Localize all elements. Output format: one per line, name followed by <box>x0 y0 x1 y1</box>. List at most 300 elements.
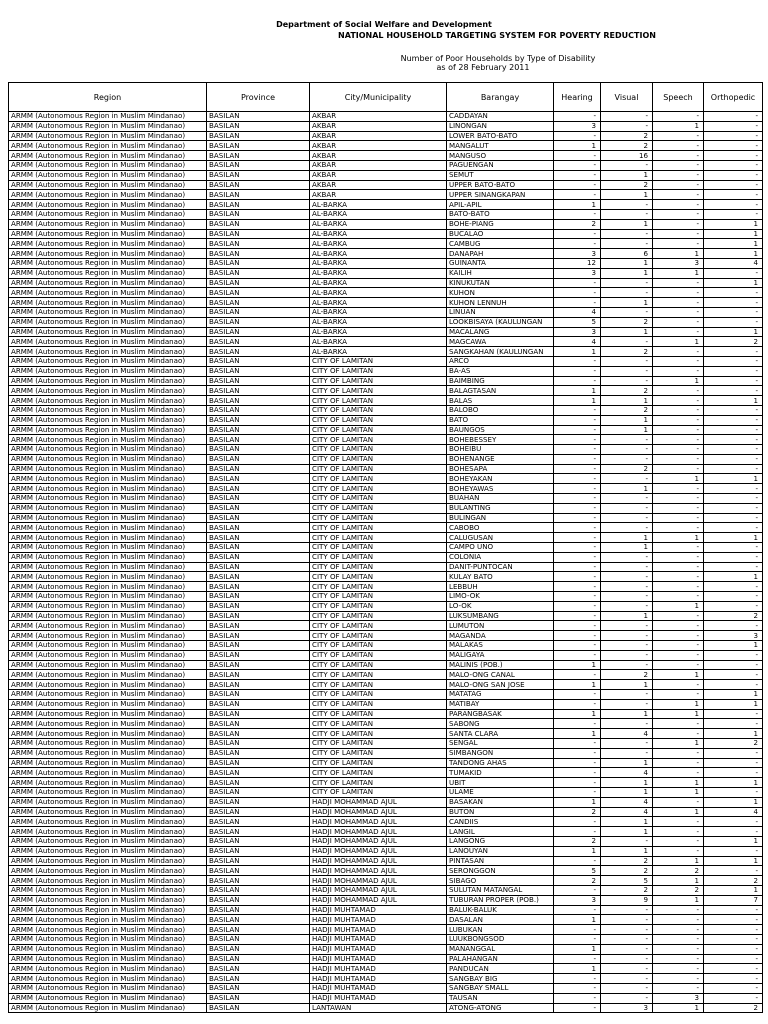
report-title: Number of Poor Households by Type of Disability <box>400 54 596 63</box>
cell-hearing: - <box>554 562 601 572</box>
cell-region: ARMM (Autonomous Region in Muslim Mindanao) <box>9 170 207 180</box>
cell-region: ARMM (Autonomous Region in Muslim Mindanao) <box>9 258 207 268</box>
cell-orthopedic: 1 <box>704 797 763 807</box>
cell-visual: - <box>601 356 653 366</box>
cell-city: HADJI MUHTAMAD <box>310 954 447 964</box>
col-header-orthopedic: Orthopedic <box>704 83 763 112</box>
cell-province: BASILAN <box>207 709 310 719</box>
cell-city: CITY OF LAMITAN <box>310 631 447 641</box>
cell-city: CITY OF LAMITAN <box>310 641 447 651</box>
cell-orthopedic: - <box>704 298 763 308</box>
cell-city: AL-BARKA <box>310 239 447 249</box>
cell-province: BASILAN <box>207 474 310 484</box>
cell-region: ARMM (Autonomous Region in Muslim Mindanao) <box>9 768 207 778</box>
cell-visual: - <box>601 376 653 386</box>
cell-city: HADJI MUHTAMAD <box>310 964 447 974</box>
cell-speech: - <box>653 131 704 141</box>
cell-city: HADJI MOHAMMAD AJUL <box>310 797 447 807</box>
cell-visual: - <box>601 739 653 749</box>
cell-hearing: - <box>554 376 601 386</box>
cell-speech: - <box>653 748 704 758</box>
cell-province: BASILAN <box>207 513 310 523</box>
cell-hearing: - <box>554 503 601 513</box>
cell-city: CITY OF LAMITAN <box>310 425 447 435</box>
cell-region: ARMM (Autonomous Region in Muslim Mindanao) <box>9 582 207 592</box>
cell-city: HADJI MOHAMMAD AJUL <box>310 807 447 817</box>
cell-region: ARMM (Autonomous Region in Muslim Mindanao) <box>9 523 207 533</box>
cell-hearing: - <box>554 484 601 494</box>
cell-province: BASILAN <box>207 778 310 788</box>
cell-region: ARMM (Autonomous Region in Muslim Mindanao) <box>9 846 207 856</box>
cell-hearing: - <box>554 641 601 651</box>
cell-barangay: MALO-ONG SAN JOSE <box>447 680 554 690</box>
table-row <box>9 356 763 366</box>
cell-barangay: GUINANTA <box>447 258 554 268</box>
table-row <box>9 513 763 523</box>
cell-orthopedic: - <box>704 464 763 474</box>
cell-barangay: MATIBAY <box>447 699 554 709</box>
cell-orthopedic: - <box>704 190 763 200</box>
cell-city: HADJI MUHTAMAD <box>310 974 447 984</box>
cell-province: BASILAN <box>207 435 310 445</box>
cell-province: BASILAN <box>207 239 310 249</box>
cell-speech: - <box>653 846 704 856</box>
cell-city: CITY OF LAMITAN <box>310 552 447 562</box>
table-row <box>9 660 763 670</box>
cell-barangay: ULAME <box>447 787 554 797</box>
cell-barangay: COLONIA <box>447 552 554 562</box>
cell-province: BASILAN <box>207 729 310 739</box>
cell-orthopedic: 4 <box>704 807 763 817</box>
cell-visual: - <box>601 572 653 582</box>
cell-province: BASILAN <box>207 582 310 592</box>
cell-region: ARMM (Autonomous Region in Muslim Mindanao) <box>9 366 207 376</box>
cell-visual: 2 <box>601 317 653 327</box>
cell-province: BASILAN <box>207 288 310 298</box>
table-row <box>9 592 763 602</box>
cell-barangay: TUBURAN PROPER (POB.) <box>447 895 554 905</box>
cell-region: ARMM (Autonomous Region in Muslim Mindanao) <box>9 817 207 827</box>
table-row <box>9 386 763 396</box>
cell-province: BASILAN <box>207 856 310 866</box>
cell-hearing: 3 <box>554 327 601 337</box>
cell-province: BASILAN <box>207 866 310 876</box>
cell-speech: - <box>653 298 704 308</box>
cell-region: ARMM (Autonomous Region in Muslim Mindanao) <box>9 709 207 719</box>
cell-province: BASILAN <box>207 699 310 709</box>
cell-visual: 1 <box>601 680 653 690</box>
cell-barangay: PINTASAN <box>447 856 554 866</box>
cell-orthopedic: - <box>704 787 763 797</box>
cell-orthopedic: - <box>704 160 763 170</box>
cell-province: BASILAN <box>207 543 310 553</box>
cell-barangay: DASALAN <box>447 915 554 925</box>
cell-speech: 2 <box>653 885 704 895</box>
cell-province: BASILAN <box>207 131 310 141</box>
cell-region: ARMM (Autonomous Region in Muslim Mindanao) <box>9 866 207 876</box>
col-header-city: City/Municipality <box>310 83 447 112</box>
cell-region: ARMM (Autonomous Region in Muslim Mindanao) <box>9 827 207 837</box>
cell-speech: 1 <box>653 601 704 611</box>
cell-barangay: LINUAN <box>447 307 554 317</box>
cell-orthopedic: - <box>704 983 763 993</box>
cell-hearing: 1 <box>554 660 601 670</box>
cell-hearing: - <box>554 523 601 533</box>
cell-hearing: - <box>554 778 601 788</box>
cell-orthopedic: - <box>704 435 763 445</box>
cell-city: CITY OF LAMITAN <box>310 366 447 376</box>
table-row <box>9 552 763 562</box>
cell-visual: 1 <box>601 484 653 494</box>
cell-visual: - <box>601 954 653 964</box>
cell-hearing: - <box>554 787 601 797</box>
cell-visual: - <box>601 288 653 298</box>
cell-province: BASILAN <box>207 484 310 494</box>
cell-orthopedic: - <box>704 121 763 131</box>
table-row <box>9 748 763 758</box>
cell-visual: 1 <box>601 709 653 719</box>
cell-speech: - <box>653 758 704 768</box>
cell-hearing: 1 <box>554 141 601 151</box>
cell-speech: 1 <box>653 474 704 484</box>
cell-orthopedic: - <box>704 513 763 523</box>
table-row <box>9 170 763 180</box>
table-row <box>9 680 763 690</box>
cell-barangay: MANGALUT <box>447 141 554 151</box>
cell-city: CITY OF LAMITAN <box>310 768 447 778</box>
cell-barangay: MALIGAYA <box>447 650 554 660</box>
table-row <box>9 425 763 435</box>
cell-region: ARMM (Autonomous Region in Muslim Mindanao) <box>9 572 207 582</box>
cell-visual: 6 <box>601 249 653 259</box>
cell-speech: - <box>653 239 704 249</box>
cell-province: BASILAN <box>207 925 310 935</box>
cell-hearing: - <box>554 817 601 827</box>
cell-visual: - <box>601 964 653 974</box>
cell-city: CITY OF LAMITAN <box>310 562 447 572</box>
cell-visual: 1 <box>601 190 653 200</box>
cell-hearing: 1 <box>554 797 601 807</box>
cell-speech: - <box>653 915 704 925</box>
cell-barangay: BALAS <box>447 396 554 406</box>
table-row <box>9 474 763 484</box>
table-row <box>9 562 763 572</box>
cell-orthopedic: - <box>704 405 763 415</box>
cell-speech: 1 <box>653 121 704 131</box>
cell-barangay: SANGBAY SMALL <box>447 983 554 993</box>
cell-orthopedic: - <box>704 660 763 670</box>
cell-orthopedic: - <box>704 386 763 396</box>
cell-hearing: - <box>554 543 601 553</box>
cell-region: ARMM (Autonomous Region in Muslim Mindanao) <box>9 396 207 406</box>
cell-speech: 1 <box>653 856 704 866</box>
cell-speech: - <box>653 817 704 827</box>
cell-city: AKBAR <box>310 112 447 122</box>
cell-barangay: BAUNGOS <box>447 425 554 435</box>
cell-province: BASILAN <box>207 160 310 170</box>
table-row <box>9 895 763 905</box>
cell-city: CITY OF LAMITAN <box>310 680 447 690</box>
cell-hearing: 2 <box>554 836 601 846</box>
cell-orthopedic: 1 <box>704 572 763 582</box>
table-row <box>9 200 763 210</box>
cell-region: ARMM (Autonomous Region in Muslim Mindanao) <box>9 112 207 122</box>
cell-speech: - <box>653 582 704 592</box>
cell-hearing: 4 <box>554 337 601 347</box>
cell-province: BASILAN <box>207 934 310 944</box>
cell-barangay: CABOBO <box>447 523 554 533</box>
table-row <box>9 582 763 592</box>
cell-region: ARMM (Autonomous Region in Muslim Mindanao) <box>9 454 207 464</box>
cell-visual: 1 <box>601 787 653 797</box>
cell-hearing: - <box>554 631 601 641</box>
cell-orthopedic: - <box>704 317 763 327</box>
cell-region: ARMM (Autonomous Region in Muslim Mindanao) <box>9 190 207 200</box>
cell-barangay: BUCALAO <box>447 229 554 239</box>
table-row <box>9 885 763 895</box>
cell-speech: - <box>653 180 704 190</box>
cell-barangay: BUAHAN <box>447 494 554 504</box>
cell-region: ARMM (Autonomous Region in Muslim Mindanao) <box>9 974 207 984</box>
cell-orthopedic: 7 <box>704 895 763 905</box>
cell-region: ARMM (Autonomous Region in Muslim Mindanao) <box>9 787 207 797</box>
cell-city: AL-BARKA <box>310 268 447 278</box>
cell-hearing: 1 <box>554 915 601 925</box>
cell-region: ARMM (Autonomous Region in Muslim Mindanao) <box>9 160 207 170</box>
cell-visual: 1 <box>601 846 653 856</box>
table-row <box>9 934 763 944</box>
table-row <box>9 856 763 866</box>
cell-region: ARMM (Autonomous Region in Muslim Mindanao) <box>9 219 207 229</box>
cell-province: BASILAN <box>207 670 310 680</box>
cell-hearing: - <box>554 435 601 445</box>
cell-visual: 4 <box>601 768 653 778</box>
cell-visual: - <box>601 699 653 709</box>
cell-visual: - <box>601 621 653 631</box>
table-row <box>9 131 763 141</box>
table-row <box>9 690 763 700</box>
cell-visual: 2 <box>601 866 653 876</box>
table-row <box>9 298 763 308</box>
cell-city: CITY OF LAMITAN <box>310 582 447 592</box>
cell-visual: - <box>601 494 653 504</box>
cell-region: ARMM (Autonomous Region in Muslim Mindanao) <box>9 121 207 131</box>
cell-barangay: SEMUT <box>447 170 554 180</box>
cell-province: BASILAN <box>207 396 310 406</box>
cell-orthopedic: - <box>704 415 763 425</box>
table-row <box>9 112 763 122</box>
cell-barangay: BULANTING <box>447 503 554 513</box>
cell-orthopedic: - <box>704 141 763 151</box>
cell-orthopedic: - <box>704 748 763 758</box>
cell-visual: - <box>601 974 653 984</box>
cell-barangay: MALO-ONG CANAL <box>447 670 554 680</box>
cell-speech: - <box>653 503 704 513</box>
cell-barangay: BOHE-PIANG <box>447 219 554 229</box>
cell-speech: 1 <box>653 1003 704 1013</box>
cell-barangay: BOHEYAWAS <box>447 484 554 494</box>
cell-barangay: MAGCAWA <box>447 337 554 347</box>
cell-province: BASILAN <box>207 611 310 621</box>
cell-barangay: KUHON LENNUH <box>447 298 554 308</box>
cell-city: CITY OF LAMITAN <box>310 405 447 415</box>
cell-speech: - <box>653 435 704 445</box>
cell-province: BASILAN <box>207 993 310 1003</box>
cell-visual: 1 <box>601 425 653 435</box>
cell-city: AL-BARKA <box>310 337 447 347</box>
cell-city: CITY OF LAMITAN <box>310 464 447 474</box>
cell-speech: - <box>653 229 704 239</box>
cell-hearing: - <box>554 1003 601 1013</box>
cell-speech: - <box>653 592 704 602</box>
cell-city: AL-BARKA <box>310 278 447 288</box>
cell-orthopedic: 2 <box>704 876 763 886</box>
cell-speech: - <box>653 690 704 700</box>
cell-province: BASILAN <box>207 601 310 611</box>
cell-province: BASILAN <box>207 170 310 180</box>
table-row <box>9 876 763 886</box>
cell-visual: - <box>601 445 653 455</box>
cell-visual: 1 <box>601 611 653 621</box>
cell-city: HADJI MOHAMMAD AJUL <box>310 827 447 837</box>
cell-barangay: LEBBUH <box>447 582 554 592</box>
cell-orthopedic: - <box>704 925 763 935</box>
cell-hearing: 1 <box>554 709 601 719</box>
cell-speech: 1 <box>653 670 704 680</box>
cell-hearing: 2 <box>554 219 601 229</box>
cell-hearing: - <box>554 670 601 680</box>
cell-orthopedic: - <box>704 356 763 366</box>
cell-hearing: - <box>554 170 601 180</box>
cell-barangay: LINONGAN <box>447 121 554 131</box>
table-row <box>9 268 763 278</box>
cell-speech: - <box>653 974 704 984</box>
cell-region: ARMM (Autonomous Region in Muslim Mindanao) <box>9 856 207 866</box>
cell-speech: - <box>653 200 704 210</box>
cell-region: ARMM (Autonomous Region in Muslim Mindanao) <box>9 543 207 553</box>
cell-city: AKBAR <box>310 141 447 151</box>
cell-visual: - <box>601 513 653 523</box>
cell-province: BASILAN <box>207 180 310 190</box>
cell-barangay: KINUKUTAN <box>447 278 554 288</box>
cell-region: ARMM (Autonomous Region in Muslim Mindanao) <box>9 386 207 396</box>
cell-city: HADJI MOHAMMAD AJUL <box>310 876 447 886</box>
table-row <box>9 670 763 680</box>
table-row <box>9 601 763 611</box>
cell-orthopedic: 2 <box>704 1003 763 1013</box>
cell-visual: - <box>601 112 653 122</box>
cell-orthopedic: - <box>704 366 763 376</box>
cell-orthopedic: - <box>704 758 763 768</box>
cell-barangay: PALAHANGAN <box>447 954 554 964</box>
table-row <box>9 533 763 543</box>
cell-barangay: SULUTAN MATANGAL <box>447 885 554 895</box>
cell-barangay: UPPER BATO-BATO <box>447 180 554 190</box>
cell-province: BASILAN <box>207 895 310 905</box>
cell-hearing: - <box>554 690 601 700</box>
cell-speech: - <box>653 719 704 729</box>
cell-orthopedic: - <box>704 562 763 572</box>
cell-city: CITY OF LAMITAN <box>310 739 447 749</box>
cell-speech: 3 <box>653 993 704 1003</box>
cell-region: ARMM (Autonomous Region in Muslim Mindanao) <box>9 445 207 455</box>
cell-speech: 1 <box>653 895 704 905</box>
cell-city: CITY OF LAMITAN <box>310 445 447 455</box>
cell-orthopedic: 1 <box>704 533 763 543</box>
cell-visual: - <box>601 690 653 700</box>
cell-barangay: LO-OK <box>447 601 554 611</box>
cell-barangay: MATATAG <box>447 690 554 700</box>
cell-speech: - <box>653 572 704 582</box>
cell-visual: - <box>601 523 653 533</box>
cell-hearing: - <box>554 827 601 837</box>
cell-orthopedic: 1 <box>704 856 763 866</box>
cell-visual: - <box>601 200 653 210</box>
cell-region: ARMM (Autonomous Region in Muslim Mindanao) <box>9 278 207 288</box>
table-row <box>9 464 763 474</box>
cell-city: CITY OF LAMITAN <box>310 386 447 396</box>
cell-province: BASILAN <box>207 464 310 474</box>
table-row <box>9 846 763 856</box>
cell-speech: - <box>653 307 704 317</box>
cell-region: ARMM (Autonomous Region in Muslim Mindanao) <box>9 484 207 494</box>
cell-visual: 4 <box>601 729 653 739</box>
table-row <box>9 288 763 298</box>
table-row <box>9 347 763 357</box>
cell-hearing: - <box>554 209 601 219</box>
cell-region: ARMM (Autonomous Region in Muslim Mindanao) <box>9 611 207 621</box>
cell-speech: - <box>653 356 704 366</box>
cell-visual: 2 <box>601 347 653 357</box>
cell-speech: - <box>653 327 704 337</box>
cell-orthopedic: 1 <box>704 778 763 788</box>
cell-barangay: TANDONG AHAS <box>447 758 554 768</box>
cell-speech: - <box>653 425 704 435</box>
cell-hearing: - <box>554 582 601 592</box>
cell-hearing: - <box>554 885 601 895</box>
cell-visual: 16 <box>601 151 653 161</box>
cell-visual: - <box>601 592 653 602</box>
cell-hearing: - <box>554 513 601 523</box>
cell-visual: 4 <box>601 807 653 817</box>
table-row <box>9 405 763 415</box>
cell-speech: - <box>653 729 704 739</box>
cell-orthopedic: - <box>704 709 763 719</box>
cell-visual: - <box>601 454 653 464</box>
cell-province: BASILAN <box>207 836 310 846</box>
table-row <box>9 121 763 131</box>
cell-speech: 1 <box>653 787 704 797</box>
cell-barangay: ARCO <box>447 356 554 366</box>
cell-province: BASILAN <box>207 141 310 151</box>
table-row <box>9 797 763 807</box>
cell-province: BASILAN <box>207 405 310 415</box>
cell-speech: - <box>653 445 704 455</box>
cell-region: ARMM (Autonomous Region in Muslim Mindanao) <box>9 905 207 915</box>
table-row <box>9 572 763 582</box>
cell-orthopedic: - <box>704 621 763 631</box>
cell-visual: 1 <box>601 817 653 827</box>
cell-city: CITY OF LAMITAN <box>310 787 447 797</box>
cell-barangay: SIMBANGON <box>447 748 554 758</box>
cell-speech: 2 <box>653 866 704 876</box>
cell-barangay: TAUSAN <box>447 993 554 1003</box>
cell-visual: - <box>601 719 653 729</box>
cell-region: ARMM (Autonomous Region in Muslim Mindanao) <box>9 376 207 386</box>
cell-city: AKBAR <box>310 151 447 161</box>
cell-city: AKBAR <box>310 170 447 180</box>
cell-speech: - <box>653 543 704 553</box>
